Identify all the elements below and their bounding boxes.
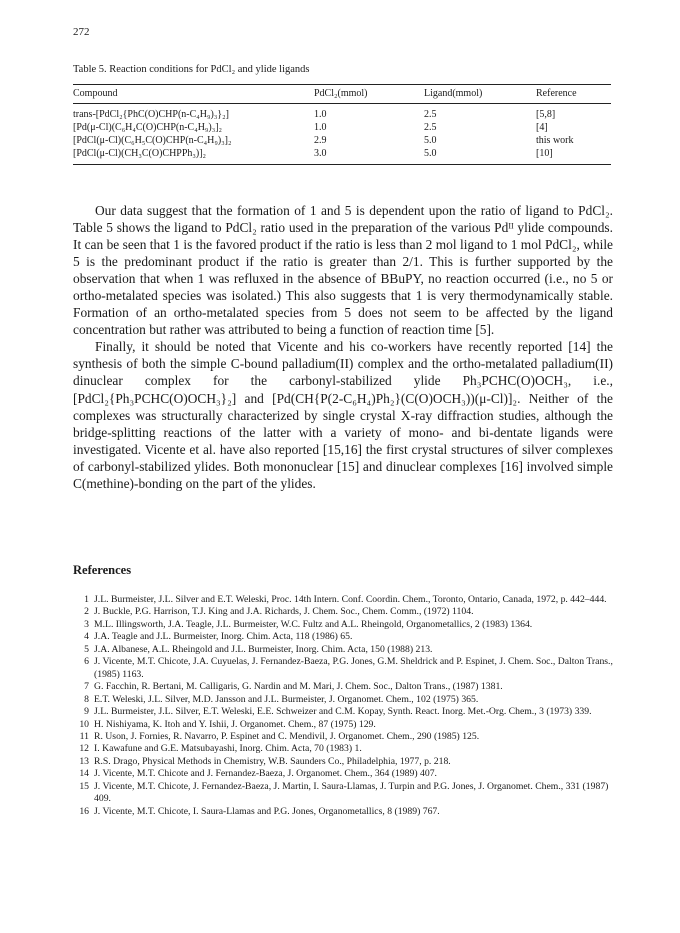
page-number: 272 (73, 26, 90, 38)
reference-text: E.T. Weleski, J.L. Silver, M.D. Jansson and J.L. Burmeister, J. Organomet. Chem., 102 (1975) 365. (94, 693, 479, 705)
references-heading: References (73, 563, 132, 577)
header-pdcl2: PdCl₂(mmol) (314, 85, 424, 104)
header-reference: Reference (536, 85, 611, 104)
cell-reference: [5,8] (536, 109, 556, 120)
reference-item (73, 743, 613, 755)
reference-item (73, 606, 613, 618)
reference-text: G. Facchin, R. Bertani, M. Calligaris, G. Nardin and M. Mari, J. Chem. Soc., Dalton Trans., (1987) 1381. (94, 681, 503, 693)
cell-compound: [Pd(μ-Cl)(C₆H₄C(O)CHP(n-C₄H₉)₃]₂ (73, 122, 223, 133)
cell-compound: [PdCl(μ-Cl)(C₆H₅C(O)CHP(n-C₄H₉)₃]₂ (73, 135, 232, 146)
reference-item (73, 644, 613, 656)
table-caption: Table 5. Reaction conditions for PdCl₂ and ylide ligands (73, 64, 310, 75)
reference-text: J. Vicente, M.T. Chicote, J. Fernandez-Baeza, J. Martin, I. Saura-Llamas, J. Turpin and P.G. Jones, J. Organomet. Chem., 331 (1987) 409. (94, 780, 609, 805)
reference-text: J.L. Burmeister, J.L. Silver, E.T. Weleski, E.E. Schweizer and C.M. Kopay, Synth. React. Inorg. Met.-Org. Chem., 3 (1973) 339. (94, 706, 592, 718)
reference-item (73, 619, 613, 631)
cell-pdcl2: 3.0 (314, 148, 424, 165)
table-row (73, 104, 611, 122)
paragraph: Our data suggest that the formation of 1 and 5 is dependent upon the ratio of ligand to PdCl₂. Table 5 shows the ligand to PdCl₂ ratio used in the preparation of the various Pdᴵᴵ ylide compounds. It can be seen that 1 is the favored product if the ratio is less than 2 mol ligand to 1 mol PdCl₂, while 5 is the predominant product if the ratio is greater than 2/1. This is further supported by the observation that when 1 was refluxed in the absence of BBuPY, no reaction occurred (i.e., no 5 or ortho-metalated species was isolated.) This also suggests that 1 is very thermodynamically stable. Formation of an ortho-metalated species from 5 does not seem to be affected by the ligand concentration but rather was attributed to being a function of reaction time [5]. (73, 203, 613, 338)
table-row (73, 135, 611, 148)
cell-ligand: 2.5 (424, 109, 437, 120)
reference-item (73, 694, 613, 706)
reference-item (73, 681, 613, 693)
reference-text: J.A. Teagle and J.L. Burmeister, Inorg. Chim. Acta, 118 (1986) 65. (94, 631, 353, 643)
reference-text: J. Buckle, P.G. Harrison, T.J. King and J.A. Richards, J. Chem. Soc., Chem. Comm., (1972) 1104. (94, 606, 474, 618)
cell-reference: [4] (536, 122, 548, 133)
cell-pdcl2: 1.0 (314, 109, 327, 120)
reference-number: 10 (79, 718, 89, 730)
reference-text: I. Kawafune and G.E. Matsubayashi, Inorg. Chim. Acta, 70 (1983) 1. (94, 743, 362, 755)
reference-text: H. Nishiyama, K. Itoh and Y. Ishii, J. Organomet. Chem., 87 (1975) 129. (94, 718, 376, 730)
reference-number: 2 (84, 606, 89, 618)
table-header-row (73, 85, 611, 104)
reference-item (73, 719, 613, 731)
reference-number: 5 (84, 643, 89, 655)
reference-number: 7 (84, 681, 89, 693)
reference-item (73, 706, 613, 718)
cell-pdcl2: 1.0 (314, 122, 327, 133)
reference-number: 9 (84, 706, 89, 718)
reference-text: J.A. Albanese, A.L. Rheingold and J.L. Burmeister, Inorg. Chim. Acta, 150 (1988) 213. (94, 643, 433, 655)
reference-item (73, 656, 613, 681)
reference-item (73, 594, 613, 606)
reference-number: 14 (79, 768, 89, 780)
reference-item (73, 756, 613, 768)
reference-item (73, 781, 613, 806)
cell-compound: trans-[PdCl₂{PhC(O)CHP(n-C₄H₉)₃}₂] (73, 109, 229, 120)
body-text (73, 202, 613, 492)
cell-reference: this work (536, 135, 574, 146)
reaction-conditions-table (73, 84, 611, 165)
header-ligand: Ligand(mmol) (424, 85, 536, 104)
reference-text: J.L. Burmeister, J.L. Silver and E.T. Weleski, Proc. 14th Intern. Conf. Coordin. Chem., Toronto, Ontario, Canada, 1972, p. 442–444. (94, 594, 607, 605)
cell-ligand: 5.0 (424, 148, 536, 165)
reference-number: 4 (84, 631, 89, 643)
reference-number: 6 (84, 656, 89, 668)
reference-text: R.S. Drago, Physical Methods in Chemistry, W.B. Saunders Co., Philadelphia, 1977, p. 218. (94, 755, 451, 767)
reference-text: J. Vicente, M.T. Chicote, J.A. Cuyuelas, J. Fernandez-Baeza, P.G. Jones, G.M. Sheldrick and P. Espinet, J. Chem. Soc., Dalton Trans., (1985) 1163. (94, 656, 613, 680)
reference-number: 11 (79, 730, 89, 742)
cell-compound: [PdCl(μ-Cl)(CH₃C(O)CHPPh₃)]₂ (73, 148, 314, 165)
reference-number: 1 (84, 594, 89, 605)
table-row (73, 148, 611, 165)
reference-text: J. Vicente, M.T. Chicote, I. Saura-Llamas and P.G. Jones, Organometallics, 8 (1989) 767. (94, 805, 440, 817)
paragraph: Finally, it should be noted that Vicente and his co-workers have recently reported [14] the synthesis of both the simple C-bound palladium(II) complex and the ortho-metalated palladium(II) dinuclear complex for the carbonyl-stabilized ylide Ph₃PCHC(O)OCH₃, i.e., [PdCl₂{Ph₃PCHC(O)OCH₃}₂] and [Pd(CH{P(2-C₆H₄)Ph₂}(C(O)OCH₃))(μ-Cl)]₂. Neither of the complexes was structurally characterized by single crystal X-ray diffraction studies, although the bridge-splitting reactions of the latter with a variety of mono- and bi-dentate ligands were investigated. Vicente et al. have also reported [15,16] the first crystal structures of silver complexes of carbonyl-stabilized ylides. Both mononuclear [15] and dinuclear complexes [16] involved simple C(methine)-bonding on the part of the ylides. (73, 339, 613, 491)
reference-item (73, 731, 613, 743)
reference-text: R. Uson, J. Fornies, R. Navarro, P. Espinet and C. Mendivil, J. Organomet. Chem., 290 (1985) 125. (94, 730, 480, 742)
cell-ligand: 5.0 (424, 135, 437, 146)
reference-number: 3 (84, 618, 89, 630)
cell-ligand: 2.5 (424, 122, 437, 133)
reference-item (73, 806, 613, 818)
reference-item (73, 631, 613, 643)
reference-text: J. Vicente, M.T. Chicote and J. Fernandez-Baeza, J. Organomet. Chem., 364 (1989) 407. (94, 768, 437, 780)
reference-number: 12 (79, 743, 89, 755)
reference-number: 15 (79, 780, 89, 792)
table-row (73, 122, 611, 135)
reference-number: 8 (84, 693, 89, 705)
header-compound: Compound (73, 85, 314, 104)
cell-reference: [10] (536, 148, 611, 165)
reference-number: 13 (79, 755, 89, 767)
reference-text: M.L. Illingsworth, J.A. Teagle, J.L. Burmeister, W.C. Fultz and A.L. Rheingold, Organometallics, 2 (1983) 1364. (94, 618, 533, 630)
cell-pdcl2: 2.9 (314, 135, 327, 146)
reference-number: 16 (79, 805, 89, 817)
reference-item (73, 768, 613, 780)
reference-list (73, 594, 613, 818)
